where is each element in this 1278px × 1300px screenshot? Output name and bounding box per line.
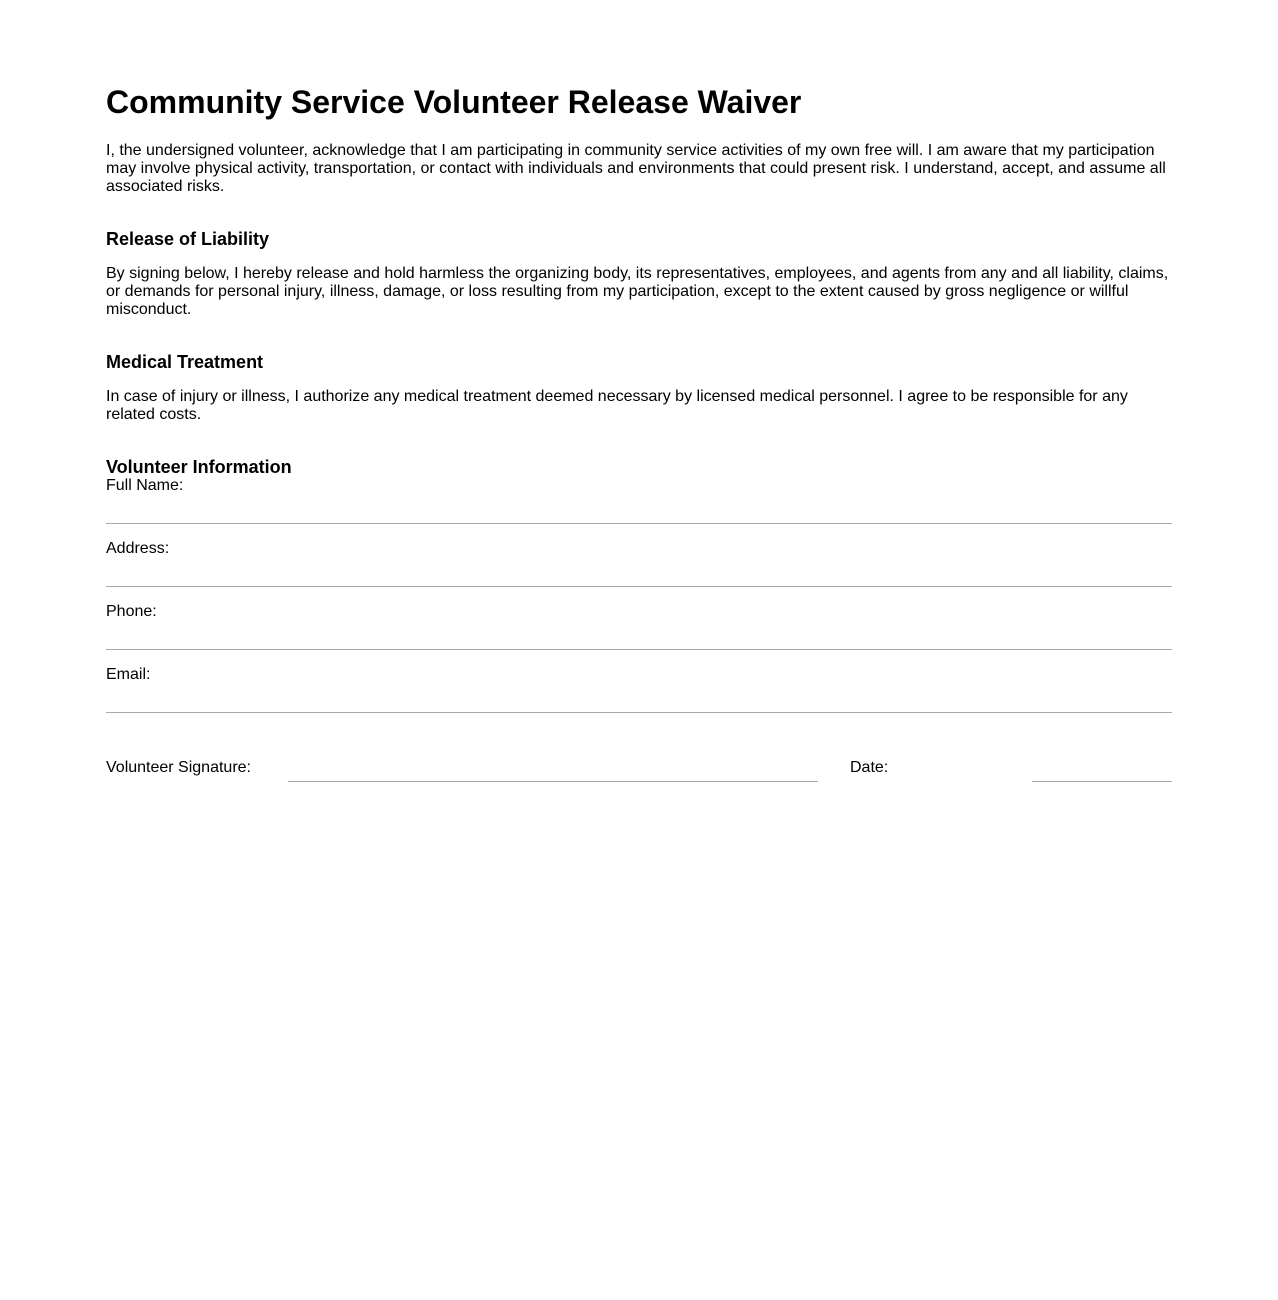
email-line[interactable]: [106, 712, 1172, 713]
date-label: Date:: [850, 759, 889, 776]
signature-label: Volunteer Signature:: [106, 759, 251, 776]
page-title: Community Service Volunteer Release Waiver: [106, 84, 802, 120]
full-name-label: Full Name:: [106, 477, 184, 494]
address-line[interactable]: [106, 586, 1172, 587]
full-name-line[interactable]: [106, 523, 1172, 524]
medical-paragraph: In case of injury or illness, I authorize any medical treatment deemed necessary by licensed medical personnel. I agree to be responsible for any related costs.: [106, 388, 1128, 423]
signature-line[interactable]: [288, 781, 818, 782]
section-heading-release: Release of Liability: [106, 229, 270, 249]
email-label: Email:: [106, 666, 151, 683]
date-line[interactable]: [1032, 781, 1172, 782]
intro-paragraph: I, the undersigned volunteer, acknowledge that I am participating in community service activities of my own free will. I am aware that my participation may involve physical activity, transportation, or contact with individuals and environments that could present risk. I understand, accept, and assume all associated risks.: [106, 142, 1166, 195]
phone-label: Phone:: [106, 603, 157, 620]
volunteer-info-heading: Volunteer Information: [106, 457, 292, 477]
address-label: Address:: [106, 540, 170, 557]
phone-line[interactable]: [106, 649, 1172, 650]
section-heading-medical: Medical Treatment: [106, 352, 264, 372]
release-paragraph: By signing below, I hereby release and hold harmless the organizing body, its representatives, employees, and agents from any and all liability, claims, or demands for personal injury, illness, damage, or loss resulting from my participation, except to the extent caused by gross negligence or willful misconduct.: [106, 265, 1169, 318]
